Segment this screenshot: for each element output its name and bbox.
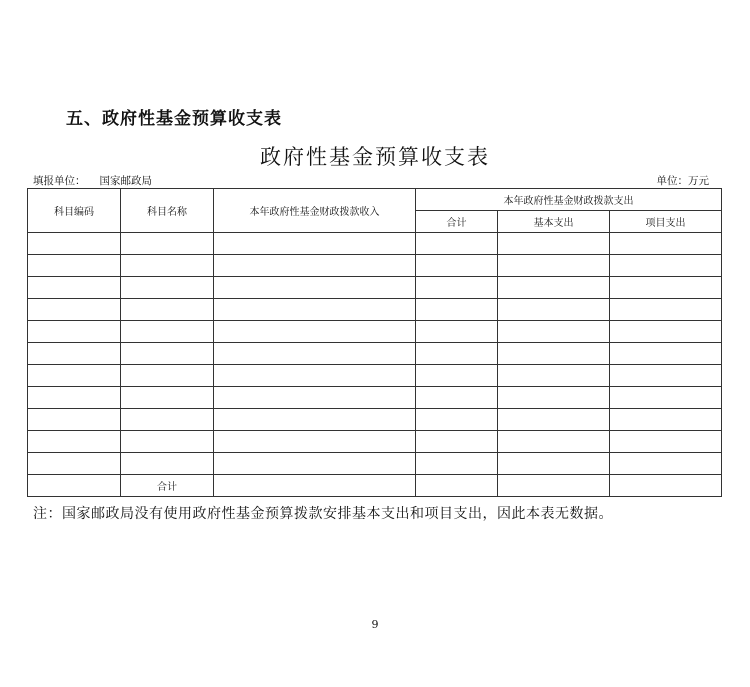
- table-cell: [498, 343, 610, 365]
- table-cell: [498, 387, 610, 409]
- table-cell: [416, 365, 498, 387]
- page-number: 9: [371, 618, 379, 631]
- table-cell: [28, 343, 121, 365]
- table-cell: [498, 431, 610, 453]
- table-cell: [214, 321, 416, 343]
- table-cell: [214, 453, 416, 475]
- table-cell: [121, 387, 214, 409]
- table-cell: [121, 409, 214, 431]
- table-cell: [416, 233, 498, 255]
- table-cell: [214, 299, 416, 321]
- table-row: [28, 409, 722, 431]
- table-cell: [416, 343, 498, 365]
- total-row-label: 合计: [121, 475, 214, 497]
- table-row: [28, 299, 722, 321]
- table-cell: [214, 343, 416, 365]
- table-cell: [214, 431, 416, 453]
- table-cell: [214, 409, 416, 431]
- table-cell: [416, 299, 498, 321]
- table-cell: [610, 233, 722, 255]
- table-cell: [121, 277, 214, 299]
- table-cell: [214, 233, 416, 255]
- table-cell: [416, 255, 498, 277]
- table-cell: [28, 255, 121, 277]
- table-cell: [28, 233, 121, 255]
- table-cell: [498, 299, 610, 321]
- table-row: [28, 255, 722, 277]
- table-cell: [416, 321, 498, 343]
- table-cell: [416, 431, 498, 453]
- table-cell: [416, 409, 498, 431]
- table-row: [28, 365, 722, 387]
- total-row: [28, 475, 722, 497]
- table-cell: [610, 299, 722, 321]
- table-cell: [28, 321, 121, 343]
- table-body: [28, 233, 722, 497]
- table-cell: [214, 277, 416, 299]
- table-cell: [121, 255, 214, 277]
- table-cell: [28, 365, 121, 387]
- footnote: 注：国家邮政局没有使用政府性基金预算拨款安排基本支出和项目支出，因此本表无数据。: [33, 506, 613, 522]
- table-cell: [121, 233, 214, 255]
- table-cell: [28, 387, 121, 409]
- table-cell: [610, 409, 722, 431]
- table-cell: [498, 233, 610, 255]
- total-row-cell: [610, 475, 722, 497]
- table-cell: [416, 453, 498, 475]
- reporting-unit: [33, 173, 152, 188]
- table-cell: [28, 277, 121, 299]
- table-cell: [610, 343, 722, 365]
- total-row-cell: [214, 475, 416, 497]
- table-cell: [28, 409, 121, 431]
- total-row-cell: [416, 475, 498, 497]
- table-row: [28, 343, 722, 365]
- table-cell: [498, 365, 610, 387]
- table-cell: [498, 409, 610, 431]
- table-row: [28, 431, 722, 453]
- header-subject-name: 科目名称: [121, 189, 214, 233]
- table-cell: [28, 299, 121, 321]
- table-cell: [610, 255, 722, 277]
- table-cell: [28, 431, 121, 453]
- table-cell: [416, 277, 498, 299]
- header-income: 本年政府性基金财政拨款收入: [214, 189, 416, 233]
- table-cell: [121, 321, 214, 343]
- table-cell: [121, 343, 214, 365]
- table-cell: [610, 387, 722, 409]
- table-cell: [498, 321, 610, 343]
- section-heading: 五、政府性基金预算收支表: [66, 109, 282, 129]
- table-row: [28, 233, 722, 255]
- table-row: [28, 321, 722, 343]
- table-cell: [498, 453, 610, 475]
- table-cell: [121, 299, 214, 321]
- budget-table: [27, 188, 722, 497]
- total-row-code-cell: [28, 475, 121, 497]
- table-title: 政府性基金预算收支表: [260, 145, 490, 169]
- table-cell: [610, 277, 722, 299]
- table-cell: [214, 387, 416, 409]
- table-cell: [610, 321, 722, 343]
- table-cell: [121, 453, 214, 475]
- table-cell: [416, 387, 498, 409]
- table-cell: [214, 365, 416, 387]
- table-cell: [121, 365, 214, 387]
- total-row-cell: [498, 475, 610, 497]
- table-cell: [214, 255, 416, 277]
- table-row: [28, 277, 722, 299]
- table-cell: [28, 453, 121, 475]
- table-row: [28, 387, 722, 409]
- table-cell: [610, 431, 722, 453]
- header-expenditure-group: 本年政府性基金财政拨款支出: [416, 189, 722, 211]
- table-cell: [498, 255, 610, 277]
- table-cell: [610, 453, 722, 475]
- table-cell: [121, 431, 214, 453]
- table-cell: [610, 365, 722, 387]
- header-total: 合计: [416, 211, 498, 233]
- table-row: [28, 453, 722, 475]
- currency-unit: 单位：万元: [656, 175, 709, 187]
- header-subject-code: 科目编码: [28, 189, 121, 233]
- reporting-unit-name: 国家邮政局: [99, 175, 152, 187]
- table-cell: [498, 277, 610, 299]
- header-basic-expenditure: 基本支出: [498, 211, 610, 233]
- reporting-unit-label: 填报单位：: [33, 175, 86, 187]
- header-project-expenditure: 项目支出: [610, 211, 722, 233]
